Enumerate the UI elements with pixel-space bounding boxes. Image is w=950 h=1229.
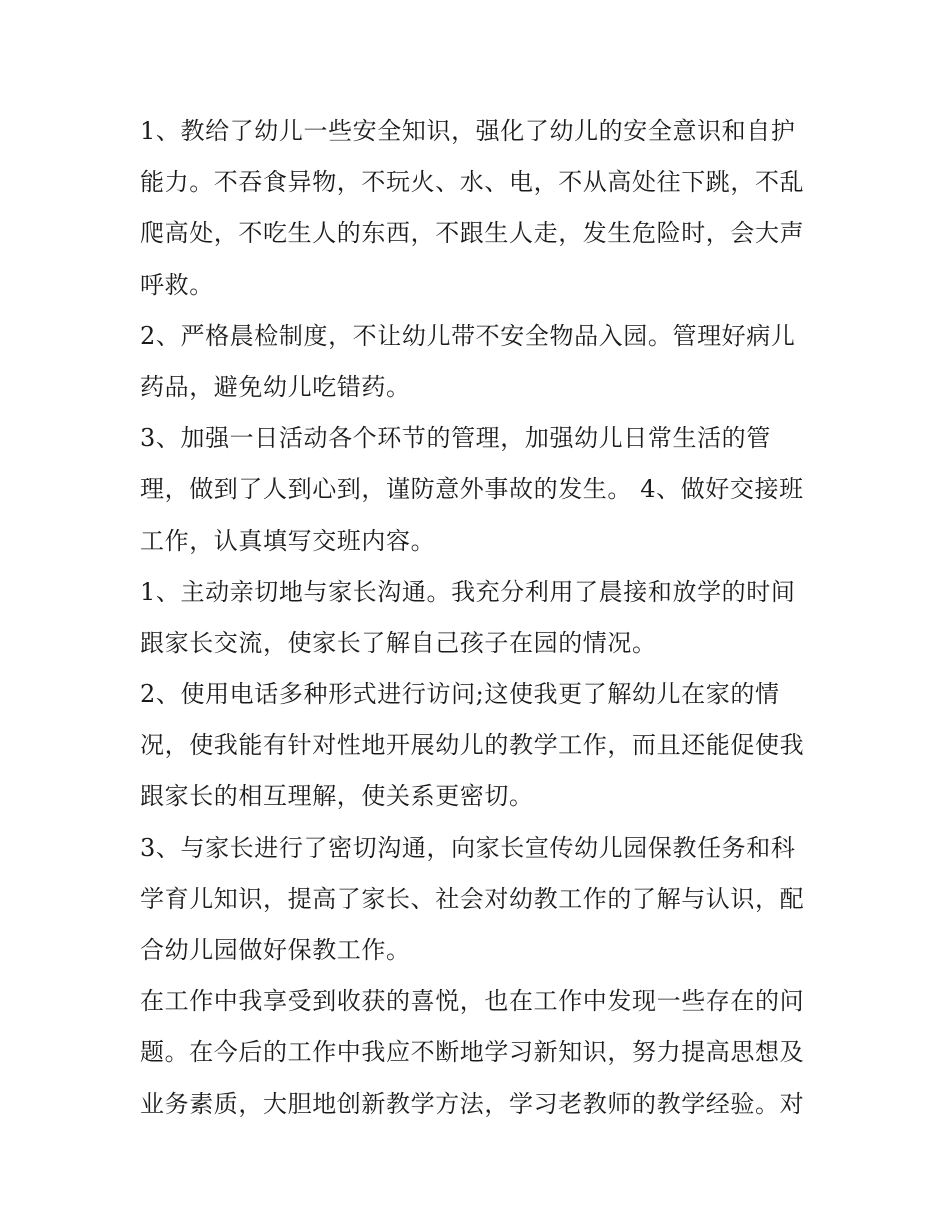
text-line: 况，使我能有针对性地开展幼儿的教学工作，而且还能促使我 <box>140 731 805 760</box>
text-line: 跟家长的相互理解，使关系更密切。 <box>140 782 534 811</box>
text-line: 能力。不吞食异物，不玩火、水、电，不从高处往下跳，不乱 <box>140 168 805 197</box>
text-line: 3、与家长进行了密切沟通，向家长宣传幼儿园保教任务和科 <box>140 833 796 862</box>
text-line: 药品，避免幼儿吃错药。 <box>140 372 411 401</box>
text-line: 呼救。 <box>140 270 214 299</box>
text-line: 理，做到了人到心到，谨防意外事故的发生。 4、做好交接班 <box>140 475 804 504</box>
text-line: 题。在今后的工作中我应不断地学习新知识，努力提高思想及 <box>140 1038 805 1067</box>
text-line: 2、使用电话多种形式进行访问;这使我更了解幼儿在家的情 <box>140 680 780 709</box>
text-line: 工作，认真填写交班内容。 <box>140 526 436 555</box>
text-line: 在工作中我享受到收获的喜悦，也在工作中发现一些存在的问 <box>140 987 805 1016</box>
text-line: 合幼儿园做好保教工作。 <box>140 936 411 964</box>
text-line: 1、主动亲切地与家长沟通。我充分利用了晨接和放学的时间 <box>140 577 796 606</box>
text-line: 2、严格晨检制度，不让幼儿带不安全物品入园。管理好病儿 <box>140 321 796 350</box>
text-line: 1、教给了幼儿一些安全知识，强化了幼儿的安全意识和自护 <box>140 117 796 145</box>
text-line: 跟家长交流，使家长了解自己孩子在园的情况。 <box>140 628 657 657</box>
text-line: 爬高处，不吃生人的东西，不跟生人走，发生危险时，会大声 <box>140 219 805 248</box>
document-body <box>140 106 830 1130</box>
text-line: 3、加强一日活动各个环节的管理，加强幼儿日常生活的管 <box>140 424 771 453</box>
text-line: 业务素质，大胆地创新教学方法，学习老教师的教学经验。对 <box>140 1089 805 1118</box>
text-line: 学育儿知识，提高了家长、社会对幼教工作的了解与认识，配 <box>140 884 805 913</box>
